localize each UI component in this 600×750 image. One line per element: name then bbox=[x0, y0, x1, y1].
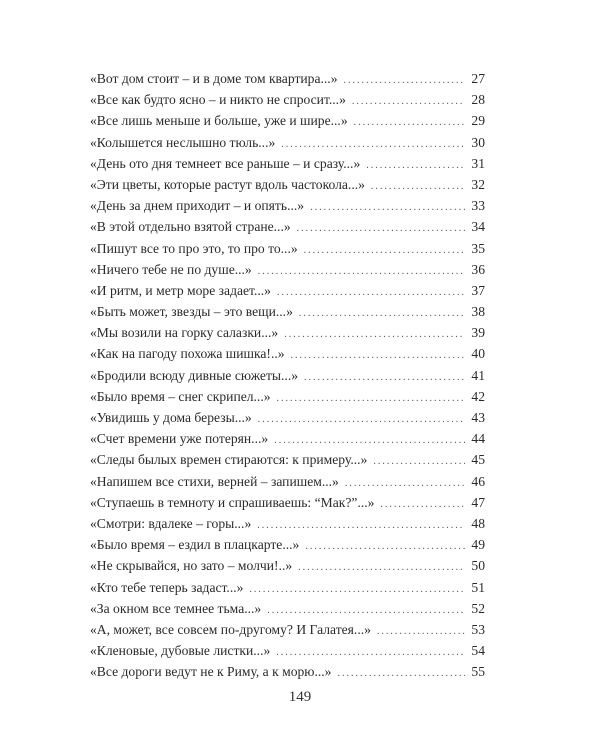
toc-entry-page: 36 bbox=[471, 261, 485, 277]
dot-leader bbox=[299, 303, 465, 324]
toc-entry-title: «Было время – ездил в плацкарте...» bbox=[90, 537, 300, 553]
toc-entry-title: «Быть может, звезды – это вещи...» bbox=[90, 304, 293, 320]
toc-entry bbox=[90, 68, 485, 89]
toc-entry-page: 39 bbox=[471, 325, 485, 341]
dot-leader bbox=[274, 430, 465, 451]
toc-entry-page: 45 bbox=[471, 452, 485, 468]
toc-entry-page: 47 bbox=[471, 494, 485, 510]
toc-entry-page: 44 bbox=[471, 431, 485, 447]
dot-leader bbox=[297, 218, 465, 239]
toc-entry-title: «Все как будто ясно – и никто не спросит...» bbox=[90, 92, 346, 108]
toc-entry-page: 53 bbox=[471, 621, 485, 637]
toc-entry-page: 27 bbox=[471, 71, 485, 86]
toc-entry-page: 33 bbox=[471, 198, 485, 214]
toc-entry-page: 34 bbox=[471, 219, 485, 235]
toc-entry bbox=[90, 301, 485, 322]
toc-entry bbox=[90, 174, 485, 195]
dot-leader bbox=[284, 324, 465, 345]
toc-entry bbox=[90, 534, 485, 555]
toc-entry-title: «И ритм, и метр море задает...» bbox=[90, 282, 271, 298]
toc-entry-title: «Пишут все то про это, то про то...» bbox=[90, 240, 298, 256]
toc-entry bbox=[90, 661, 485, 682]
toc-entry-title: «Ничего тебе не по душе...» bbox=[90, 261, 252, 277]
toc-entry-title: «Эти цветы, которые растут вдоль частокола...» bbox=[90, 176, 365, 192]
toc-entry-title: «Как на пагоду похожа шишка!..» bbox=[90, 346, 285, 362]
toc-entry-page: 42 bbox=[471, 388, 485, 404]
toc-entry-page: 38 bbox=[471, 304, 485, 320]
toc-entry bbox=[90, 153, 485, 174]
toc-entry-page: 29 bbox=[471, 113, 485, 129]
toc-entry-page: 37 bbox=[471, 282, 485, 298]
toc-entry-title: «Счет времени уже потерян...» bbox=[90, 431, 269, 447]
dot-leader bbox=[380, 494, 465, 515]
dot-leader bbox=[373, 451, 465, 472]
toc-entry-title: «Не скрывайся, но зато – молчи!..» bbox=[90, 558, 293, 574]
toc-entry-title: «А, может, все совсем по-другому? И Галатея...» bbox=[90, 621, 371, 637]
dot-leader bbox=[337, 663, 465, 684]
page-number: 149 bbox=[288, 689, 312, 705]
toc-entry bbox=[90, 386, 485, 407]
dot-leader bbox=[305, 536, 465, 557]
toc-entry bbox=[90, 492, 485, 513]
toc-entry-title: «Бродили всюду дивные сюжеты...» bbox=[90, 367, 299, 383]
toc-entry bbox=[90, 238, 485, 259]
toc-entry-title: «Ступаешь в темноту и спрашиваешь: “Мак?”...» bbox=[90, 494, 375, 510]
dot-leader bbox=[344, 70, 466, 91]
toc-entry bbox=[90, 343, 485, 364]
toc-entry-title: «Все дороги ведут не к Риму, а к морю...» bbox=[90, 664, 332, 680]
toc-entry-page: 46 bbox=[471, 473, 485, 489]
toc-entry-title: «Все лишь меньше и больше, уже и шире...» bbox=[90, 113, 348, 129]
dot-leader bbox=[304, 367, 465, 388]
dot-leader bbox=[277, 282, 465, 303]
toc-entry bbox=[90, 428, 485, 449]
toc-entry-page: 32 bbox=[471, 176, 485, 192]
toc-entry bbox=[90, 89, 485, 110]
toc-entry-page: 30 bbox=[471, 134, 485, 150]
toc-entry-page: 54 bbox=[471, 643, 485, 659]
dot-leader bbox=[258, 261, 465, 282]
toc-entry bbox=[90, 640, 485, 661]
dot-leader bbox=[354, 112, 465, 133]
toc-entry bbox=[90, 132, 485, 153]
toc-entry-page: 31 bbox=[471, 155, 485, 171]
toc-entry-title: «Было время – снег скрипел...» bbox=[90, 388, 271, 404]
toc-entry-page: 52 bbox=[471, 600, 485, 616]
toc-entry bbox=[90, 259, 485, 280]
toc-entry-title: «Следы былых времен стираются: к примеру...» bbox=[90, 452, 368, 468]
toc-entry bbox=[90, 322, 485, 343]
toc-entry-title: «Напишем все стихи, верней – запишем...» bbox=[90, 473, 339, 489]
toc-entry-title: «Вот дом стоит – и в доме том квартира...» bbox=[90, 71, 338, 86]
toc-entry-page: 50 bbox=[471, 558, 485, 574]
dot-leader bbox=[249, 579, 465, 600]
toc-entry-page: 28 bbox=[471, 92, 485, 108]
dot-leader bbox=[277, 388, 465, 409]
toc-entry bbox=[90, 471, 485, 492]
dot-leader bbox=[257, 515, 465, 536]
toc-entry-page: 41 bbox=[471, 367, 485, 383]
toc-entry-page: 51 bbox=[471, 579, 485, 595]
toc-entry-page: 40 bbox=[471, 346, 485, 362]
dot-leader bbox=[304, 240, 465, 261]
toc-entry-title: «День ото дня темнеет все раньше – и сразу...» bbox=[90, 155, 361, 171]
toc-entry-title: «В этой отдельно взятой стране...» bbox=[90, 219, 291, 235]
toc-entry-title: «Кленовые, дубовые листки...» bbox=[90, 643, 271, 659]
dot-leader bbox=[267, 600, 465, 621]
toc-entry bbox=[90, 216, 485, 237]
toc-entry bbox=[90, 619, 485, 640]
toc-entry-page: 43 bbox=[471, 410, 485, 425]
toc-entry-page: 55 bbox=[471, 664, 485, 680]
dot-leader bbox=[310, 197, 465, 218]
toc-entry bbox=[90, 513, 485, 534]
toc-entry-title: «За окном все темнее тьма...» bbox=[90, 600, 262, 616]
dot-leader bbox=[345, 473, 465, 494]
toc-entry-title: «Смотри: вдалеке – горы...» bbox=[90, 515, 252, 531]
toc-entry bbox=[90, 365, 485, 386]
dot-leader bbox=[258, 409, 465, 430]
toc-entry-page: 49 bbox=[471, 537, 485, 553]
dot-leader bbox=[366, 155, 465, 176]
toc-entry bbox=[90, 110, 485, 131]
toc-entry bbox=[90, 407, 485, 428]
toc-entry-page: 48 bbox=[471, 515, 485, 531]
toc-entry bbox=[90, 280, 485, 301]
toc-entry-title: «Колышется неслышно тюль...» bbox=[90, 134, 276, 150]
dot-leader bbox=[352, 91, 465, 112]
toc-entry-title: «День за днем приходит – и опять...» bbox=[90, 198, 305, 214]
table-of-contents bbox=[90, 68, 485, 682]
toc-entry-page: 35 bbox=[471, 240, 485, 256]
dot-leader bbox=[276, 642, 465, 663]
toc-entry bbox=[90, 598, 485, 619]
dot-leader bbox=[291, 345, 465, 366]
toc-entry bbox=[90, 555, 485, 576]
toc-entry bbox=[90, 577, 485, 598]
dot-leader bbox=[281, 134, 465, 155]
toc-entry bbox=[90, 195, 485, 216]
toc-entry-title: «Увидишь у дома березы...» bbox=[90, 410, 252, 425]
dot-leader bbox=[371, 176, 465, 197]
dot-leader bbox=[377, 621, 465, 642]
toc-entry-title: «Мы возили на горку салазки...» bbox=[90, 325, 279, 341]
toc-entry bbox=[90, 449, 485, 470]
toc-entry-title: «Кто тебе теперь задаст...» bbox=[90, 579, 244, 595]
dot-leader bbox=[298, 557, 465, 578]
